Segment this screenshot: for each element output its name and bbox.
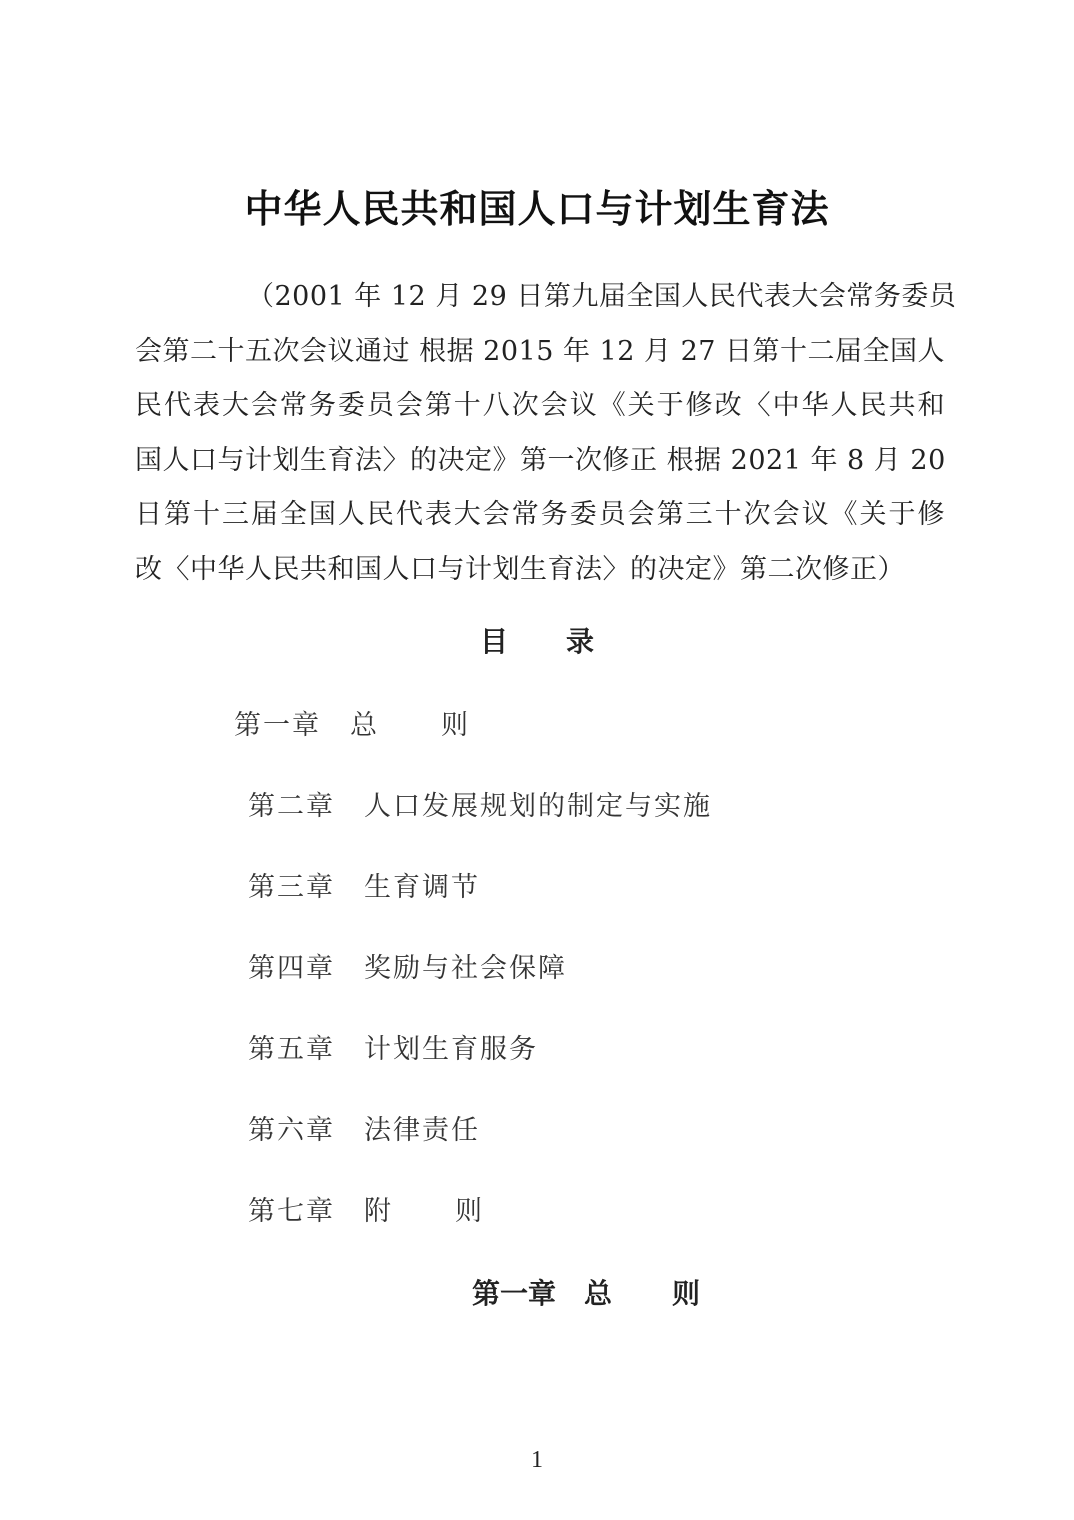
chapter-heading-title-part: 则 [672,1277,701,1310]
toc-chapter-title: 计划生育服务 [364,1034,538,1065]
toc-item-chapter-5 [248,1028,538,1072]
toc-item-chapter-7 [248,1190,484,1234]
toc-chapter-number: 第六章 [248,1115,335,1146]
preamble-line: 会第二十五次会议通过 根据 2015 年 12 月 27 日第十二届全国人 [135,335,946,367]
toc-chapter-title: 人口发展规划的制定与实施 [364,791,712,822]
toc-item-chapter-3 [248,866,480,910]
preamble-line: （2001 年 12 月 29 日第九届全国人民代表大会常务委员 [247,281,957,312]
toc-chapter-number: 第五章 [248,1034,335,1065]
preamble-line: 国人口与计划生育法〉的决定》第一次修正 根据 2021 年 8 月 20 [135,444,946,476]
preamble-line: 日第十三届全国人民代表大会常务委员会第三十次会议《关于修 [135,499,945,530]
preamble-line: 民代表大会常务委员会第十八次会议《关于修改〈中华人民共和 [135,390,945,421]
toc-chapter-number: 第四章 [248,953,335,984]
toc-item-chapter-2 [248,785,712,829]
toc-chapter-title-part: 则 [441,710,470,741]
chapter-heading-title-part: 总 [584,1277,613,1310]
toc-chapter-title: 法律责任 [364,1115,480,1146]
toc-chapter-number: 第七章 [248,1196,335,1227]
toc-chapter-title: 生育调节 [364,872,480,903]
toc-chapter-title: 奖励与社会保障 [364,953,567,984]
chapter-heading-number: 第一章 [472,1277,557,1310]
toc-chapter-title-part: 附 [364,1196,393,1227]
toc-chapter-number: 第一章 [234,710,321,741]
chapter-heading [472,1272,700,1316]
page-number: 1 [531,1447,543,1473]
toc-item-chapter-1 [234,704,470,748]
toc-heading-right: 录 [566,625,595,658]
document-title: 中华人民共和国人口与计划生育法 [244,186,830,231]
toc-chapter-title-part: 则 [455,1196,484,1227]
toc-chapter-number: 第二章 [248,791,335,822]
toc-item-chapter-6 [248,1109,480,1153]
toc-heading [0,622,1074,662]
toc-chapter-number: 第三章 [248,872,335,903]
preamble [135,270,957,597]
toc-chapter-title-part: 总 [350,710,379,741]
toc-heading-left: 目 [479,625,508,658]
toc-item-chapter-4 [248,947,567,991]
preamble-line: 改〈中华人民共和国人口与计划生育法〉的决定》第二次修正） [135,553,905,585]
